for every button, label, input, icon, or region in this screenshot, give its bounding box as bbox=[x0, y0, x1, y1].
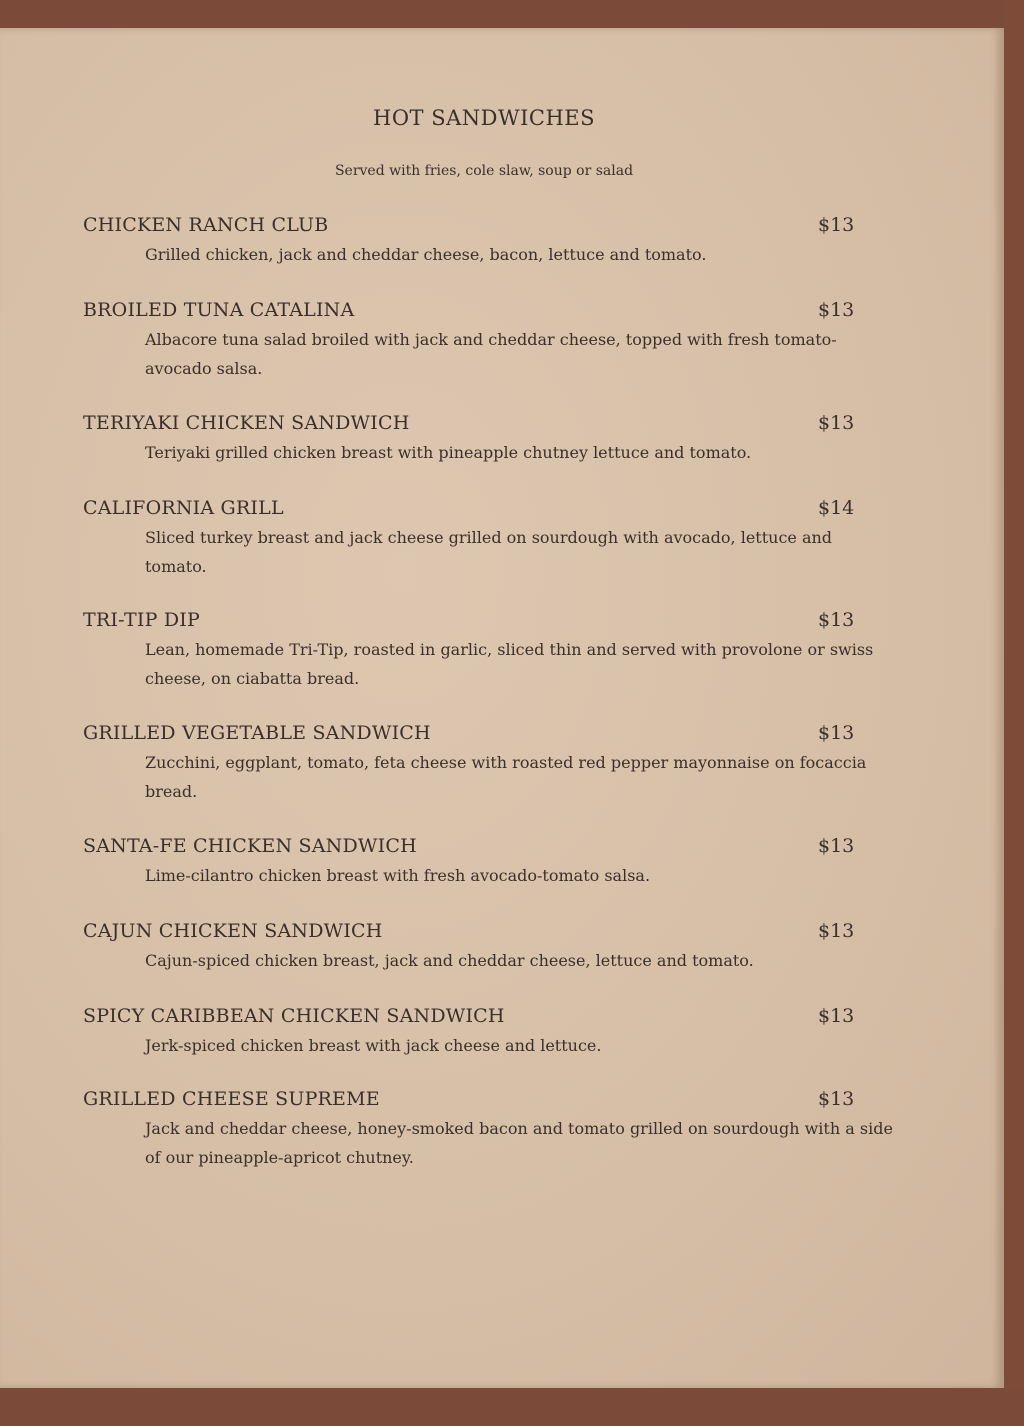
item-name: GRILLED CHEESE SUPREME bbox=[83, 1088, 380, 1110]
item-name: CAJUN CHICKEN SANDWICH bbox=[83, 920, 383, 942]
menu-subtitle: Served with fries, cole slaw, soup or salad bbox=[334, 163, 634, 179]
item-price: $13 bbox=[818, 1005, 855, 1027]
menu-cover-top-edge bbox=[0, 0, 1024, 28]
item-name: GRILLED VEGETABLE SANDWICH bbox=[83, 722, 431, 744]
menu-item bbox=[83, 920, 893, 975]
item-price: $13 bbox=[818, 412, 855, 434]
item-name: CALIFORNIA GRILL bbox=[83, 497, 284, 519]
item-description: Jack and cheddar cheese, honey-smoked bacon and tomato grilled on sourdough with a side of our pineapple-apricot chutney. bbox=[145, 1119, 893, 1167]
item-price: $13 bbox=[818, 299, 855, 321]
item-description: Jerk-spiced chicken breast with jack cheese and lettuce. bbox=[145, 1036, 602, 1055]
item-description: Zucchini, eggplant, tomato, feta cheese with roasted red pepper mayonnaise on focaccia bread. bbox=[145, 753, 867, 801]
item-description: Albacore tuna salad broiled with jack and cheddar cheese, topped with fresh tomato-avocado salsa. bbox=[145, 330, 837, 378]
item-name: TERIYAKI CHICKEN SANDWICH bbox=[83, 412, 410, 434]
item-price: $14 bbox=[818, 497, 855, 519]
menu-item bbox=[83, 299, 893, 383]
menu-item bbox=[83, 609, 893, 693]
menu-item bbox=[83, 722, 893, 806]
menu-item bbox=[83, 214, 893, 269]
menu-item bbox=[83, 1088, 893, 1172]
item-name: SANTA-FE CHICKEN SANDWICH bbox=[83, 835, 417, 857]
item-description: Lime-cilantro chicken breast with fresh avocado-tomato salsa. bbox=[145, 866, 651, 885]
item-price: $13 bbox=[818, 722, 855, 744]
item-price: $13 bbox=[818, 609, 855, 631]
item-description: Sliced turkey breast and jack cheese grilled on sourdough with avocado, lettuce and tomato. bbox=[145, 528, 833, 576]
menu-item bbox=[83, 1005, 893, 1060]
menu-item bbox=[83, 835, 893, 890]
menu-cover-bottom-edge bbox=[0, 1388, 1024, 1426]
item-price: $13 bbox=[818, 1088, 855, 1110]
menu-item bbox=[83, 412, 893, 467]
item-name: CHICKEN RANCH CLUB bbox=[83, 214, 329, 236]
item-price: $13 bbox=[818, 214, 855, 236]
menu-cover-right-edge bbox=[1004, 0, 1024, 1426]
item-price: $13 bbox=[818, 920, 855, 942]
menu-item bbox=[83, 497, 893, 581]
item-description: Grilled chicken, jack and cheddar cheese, bacon, lettuce and tomato. bbox=[145, 245, 707, 264]
item-description: Lean, homemade Tri-Tip, roasted in garlic, sliced thin and served with provolone or swiss cheese, on ciabatta bread. bbox=[145, 640, 874, 688]
item-name: BROILED TUNA CATALINA bbox=[83, 299, 355, 321]
menu-title: HOT SANDWICHES bbox=[373, 106, 595, 130]
item-name: TRI-TIP DIP bbox=[83, 609, 200, 631]
item-price: $13 bbox=[818, 835, 855, 857]
item-description: Cajun-spiced chicken breast, jack and cheddar cheese, lettuce and tomato. bbox=[145, 951, 754, 970]
item-description: Teriyaki grilled chicken breast with pineapple chutney lettuce and tomato. bbox=[145, 443, 752, 462]
item-name: SPICY CARIBBEAN CHICKEN SANDWICH bbox=[83, 1005, 505, 1027]
